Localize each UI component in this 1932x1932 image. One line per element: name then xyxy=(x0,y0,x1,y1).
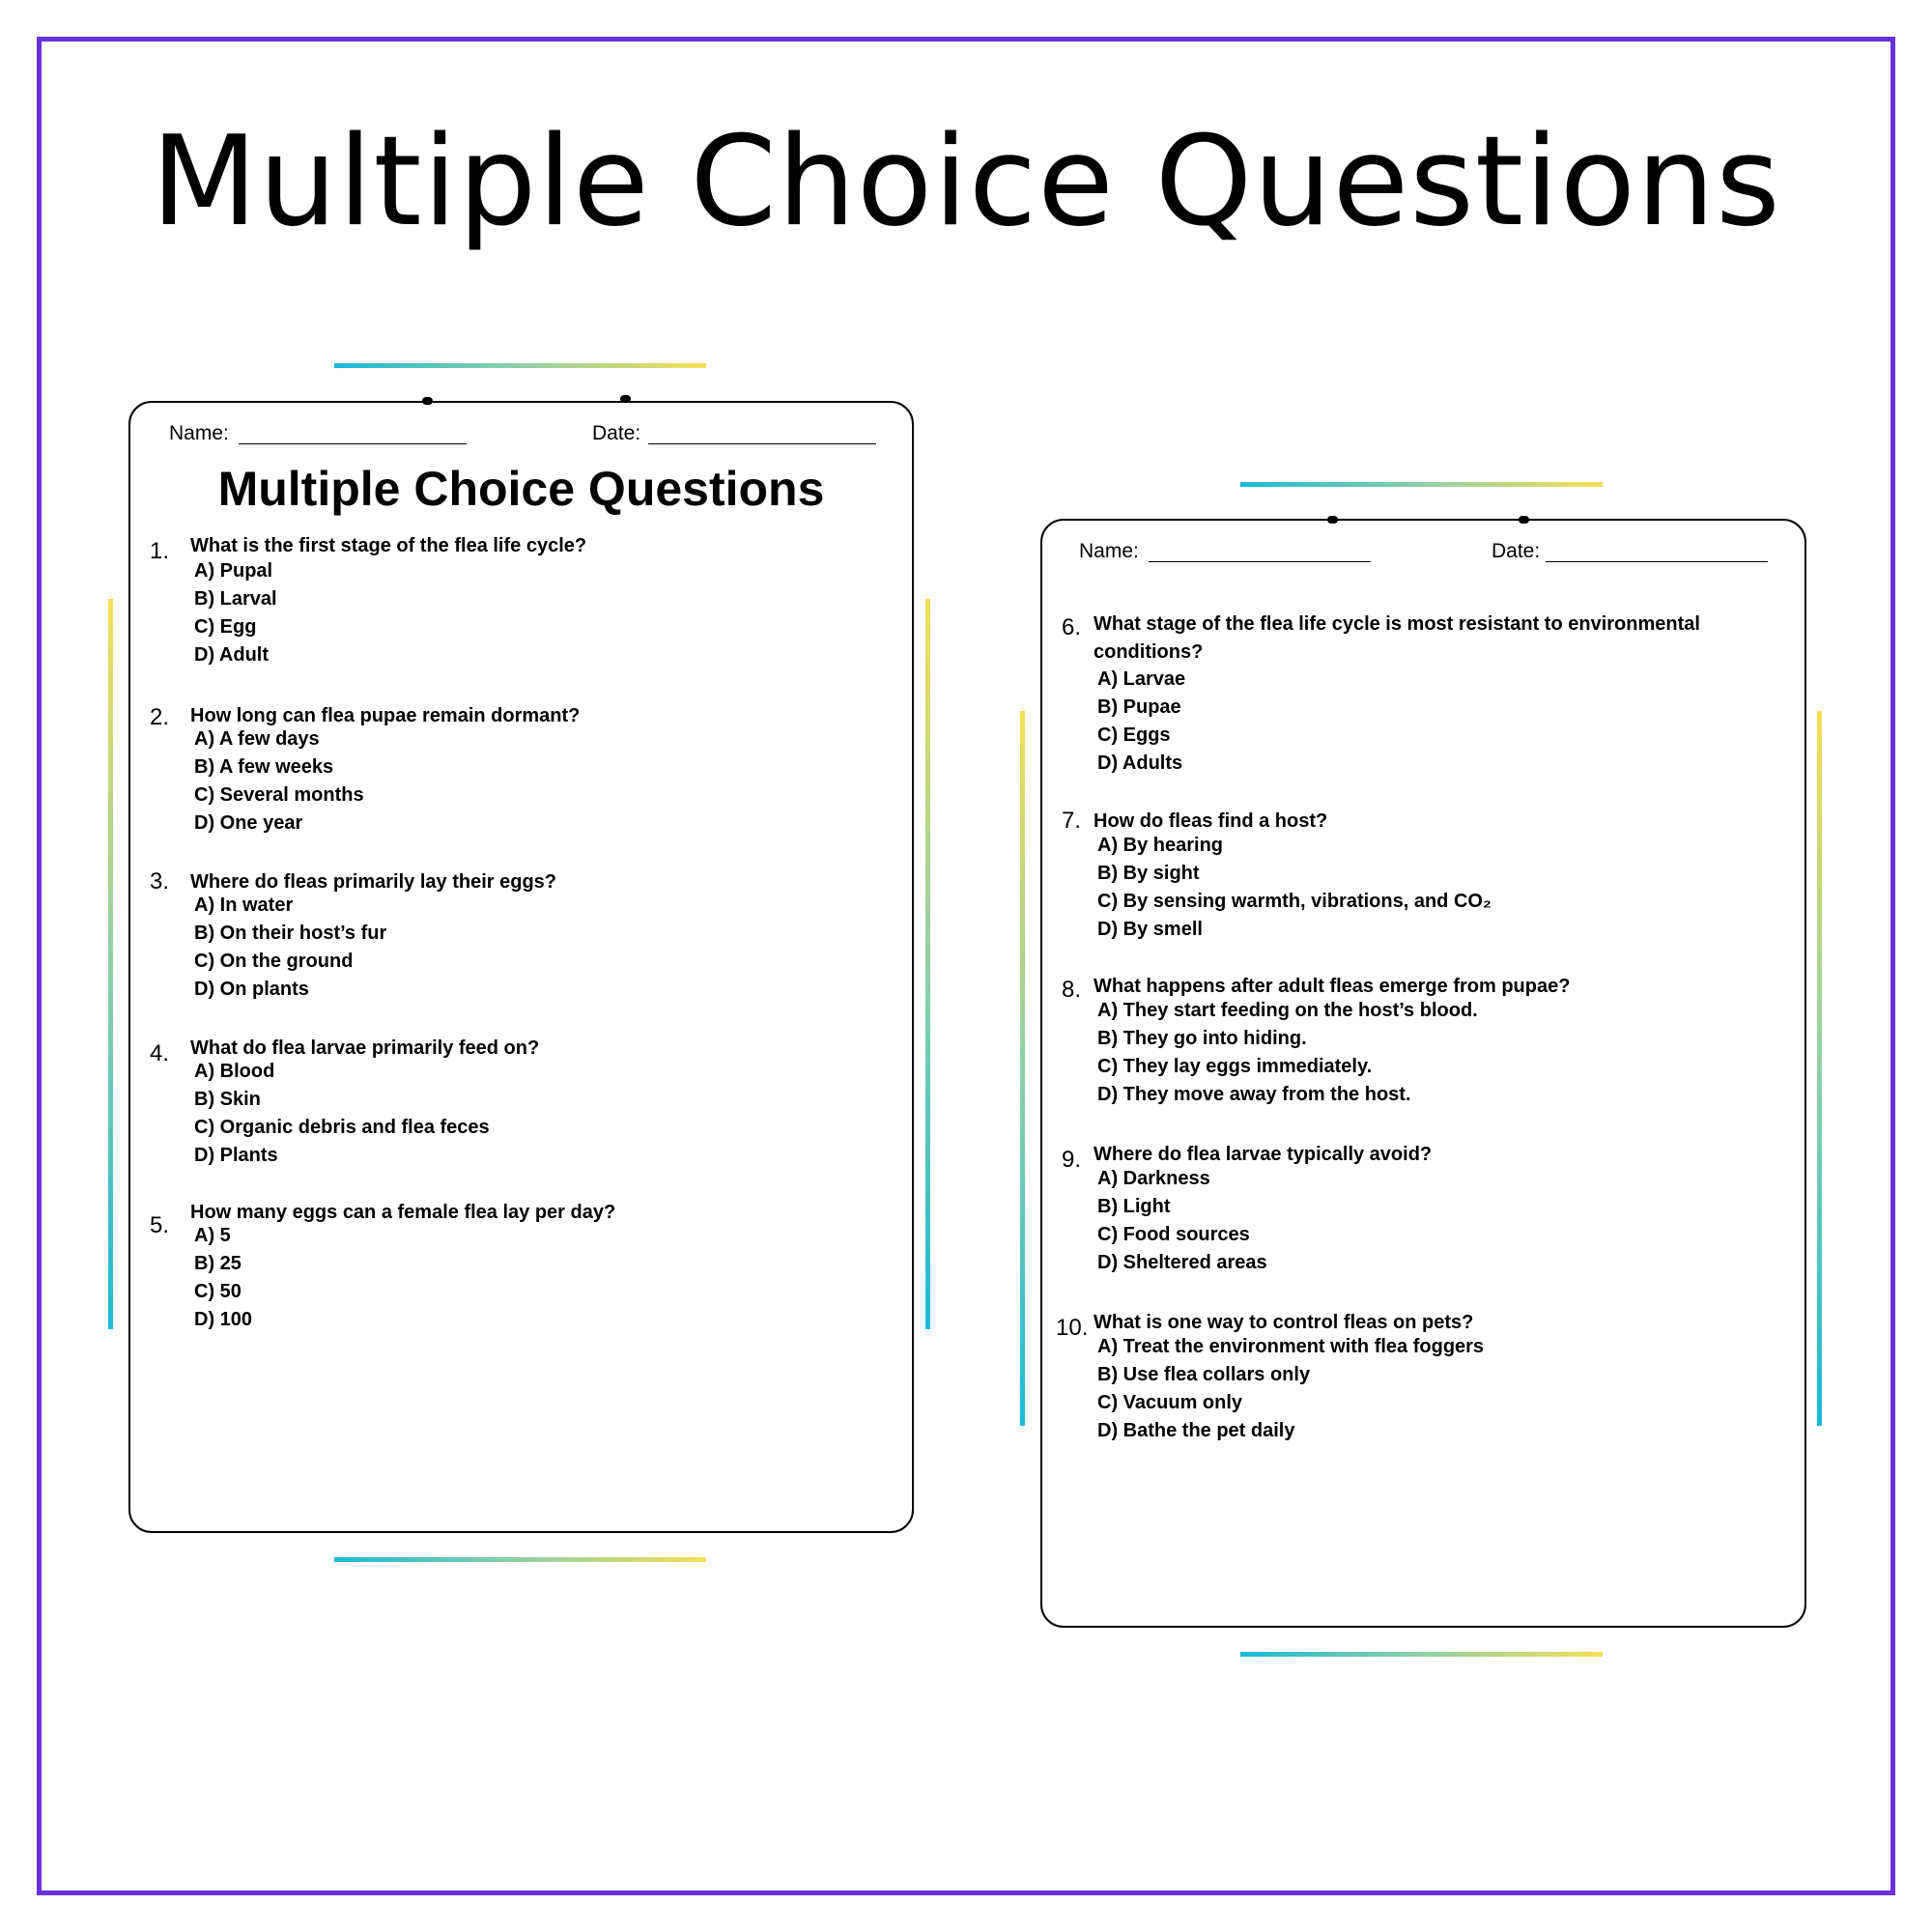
worksheet-page-1 xyxy=(128,401,914,1533)
question-text: Where do fleas primarily lay their eggs? xyxy=(190,871,557,893)
question-number: 2. xyxy=(150,704,170,730)
question-number: 3. xyxy=(150,868,170,895)
date-line xyxy=(648,443,876,444)
accent-bar-bottom xyxy=(334,1557,706,1562)
answer-option[interactable]: B) On their host’s fur xyxy=(194,923,387,944)
worksheet-page-2 xyxy=(1040,519,1806,1628)
question-text: What is one way to control fleas on pets? xyxy=(1094,1312,1474,1333)
page-title: Multiple Choice Questions xyxy=(151,110,1781,254)
accent-bar-left xyxy=(1020,711,1025,1426)
answer-option[interactable]: B) A few weeks xyxy=(194,756,334,778)
answer-option[interactable]: C) Food sources xyxy=(1097,1224,1250,1245)
answer-option[interactable]: C) They lay eggs immediately. xyxy=(1097,1056,1373,1077)
name-line xyxy=(239,443,467,444)
name-field[interactable] xyxy=(1079,540,1139,563)
accent-bar-left xyxy=(108,599,113,1329)
question-text: What do flea larvae primarily feed on? xyxy=(190,1037,540,1059)
answer-option[interactable]: D) Plants xyxy=(194,1145,278,1166)
question-number: 10. xyxy=(1056,1315,1089,1341)
answer-option[interactable]: D) Adult xyxy=(194,644,270,666)
binder-ring xyxy=(422,397,433,405)
answer-option[interactable]: D) Bathe the pet daily xyxy=(1097,1420,1295,1441)
question-text: How do fleas find a host? xyxy=(1094,810,1328,832)
answer-option[interactable]: D) On plants xyxy=(194,979,309,1000)
answer-option[interactable]: C) Vacuum only xyxy=(1097,1392,1243,1413)
name-label: Name: xyxy=(1079,540,1139,562)
date-field[interactable] xyxy=(592,422,640,445)
answer-option[interactable]: D) They move away from the host. xyxy=(1097,1084,1411,1105)
answer-option[interactable]: A) Blood xyxy=(194,1061,275,1082)
answer-option[interactable]: A) Pupal xyxy=(194,560,273,582)
answer-option[interactable]: B) By sight xyxy=(1097,863,1200,884)
question-text: How many eggs can a female flea lay per day? xyxy=(190,1202,616,1223)
answer-option[interactable]: A) Treat the environment with flea foggers xyxy=(1097,1336,1485,1357)
question-number: 8. xyxy=(1062,977,1082,1003)
answer-option[interactable]: D) Sheltered areas xyxy=(1097,1252,1267,1273)
question-text: What is the first stage of the flea life cycle? xyxy=(190,535,587,556)
answer-option[interactable]: A) 5 xyxy=(194,1225,231,1246)
question-text: What happens after adult fleas emerge from pupae? xyxy=(1094,976,1571,997)
answer-option[interactable]: D) By smell xyxy=(1097,919,1203,940)
answer-option[interactable]: B) They go into hiding. xyxy=(1097,1028,1307,1049)
answer-option[interactable]: C) Eggs xyxy=(1097,724,1171,746)
question-number: 4. xyxy=(150,1040,170,1066)
binder-ring xyxy=(620,395,631,403)
answer-option[interactable]: A) In water xyxy=(194,895,294,916)
question-number: 5. xyxy=(150,1212,170,1238)
answer-option[interactable]: D) 100 xyxy=(194,1309,253,1330)
answer-option[interactable]: C) On the ground xyxy=(194,951,354,972)
answer-option[interactable]: B) Use flea collars only xyxy=(1097,1364,1311,1385)
answer-option[interactable]: B) Pupae xyxy=(1097,696,1181,718)
date-label: Date: xyxy=(592,422,641,444)
binder-ring xyxy=(1519,516,1529,524)
accent-bar-right xyxy=(1817,711,1822,1426)
answer-option[interactable]: A) Larvae xyxy=(1097,668,1186,690)
answer-option[interactable]: D) Adults xyxy=(1097,753,1183,774)
answer-option[interactable]: B) Larval xyxy=(194,588,277,610)
answer-option[interactable]: B) Light xyxy=(1097,1196,1171,1217)
question-number: 6. xyxy=(1062,614,1082,640)
answer-option[interactable]: B) 25 xyxy=(194,1253,242,1274)
answer-option[interactable]: A) Darkness xyxy=(1097,1168,1210,1189)
answer-option[interactable]: C) Egg xyxy=(194,616,257,638)
worksheet-title: Multiple Choice Questions xyxy=(217,462,825,516)
answer-option[interactable]: B) Skin xyxy=(194,1089,261,1110)
name-label: Name: xyxy=(169,422,229,444)
answer-option[interactable]: D) One year xyxy=(194,812,303,834)
question-text-line-2: conditions? xyxy=(1094,641,1204,663)
answer-option[interactable]: C) Several months xyxy=(194,784,364,806)
binder-ring xyxy=(1327,516,1338,524)
accent-bar-top xyxy=(1240,482,1603,487)
date-field[interactable] xyxy=(1492,540,1540,563)
answer-option[interactable]: A) By hearing xyxy=(1097,835,1224,856)
question-text: Where do flea larvae typically avoid? xyxy=(1094,1144,1433,1165)
accent-bar-right xyxy=(925,599,930,1329)
question-number: 7. xyxy=(1062,808,1082,834)
date-line xyxy=(1546,561,1768,562)
answer-option[interactable]: A) A few days xyxy=(194,728,320,750)
answer-option[interactable]: C) Organic debris and flea feces xyxy=(194,1117,490,1138)
question-text-line-1: What stage of the flea life cycle is most resistant to environmental xyxy=(1094,613,1700,635)
answer-option[interactable]: A) They start feeding on the host’s blood. xyxy=(1097,1000,1478,1021)
accent-bar-top xyxy=(334,363,706,368)
question-number: 9. xyxy=(1062,1147,1082,1173)
name-field[interactable] xyxy=(169,422,229,445)
question-text: How long can flea pupae remain dormant? xyxy=(190,705,581,726)
answer-option[interactable]: C) By sensing warmth, vibrations, and CO₂ xyxy=(1097,891,1492,912)
date-label: Date: xyxy=(1492,540,1541,562)
accent-bar-bottom xyxy=(1240,1652,1603,1657)
name-line xyxy=(1149,561,1371,562)
answer-option[interactable]: C) 50 xyxy=(194,1281,242,1302)
question-number: 1. xyxy=(150,538,170,564)
